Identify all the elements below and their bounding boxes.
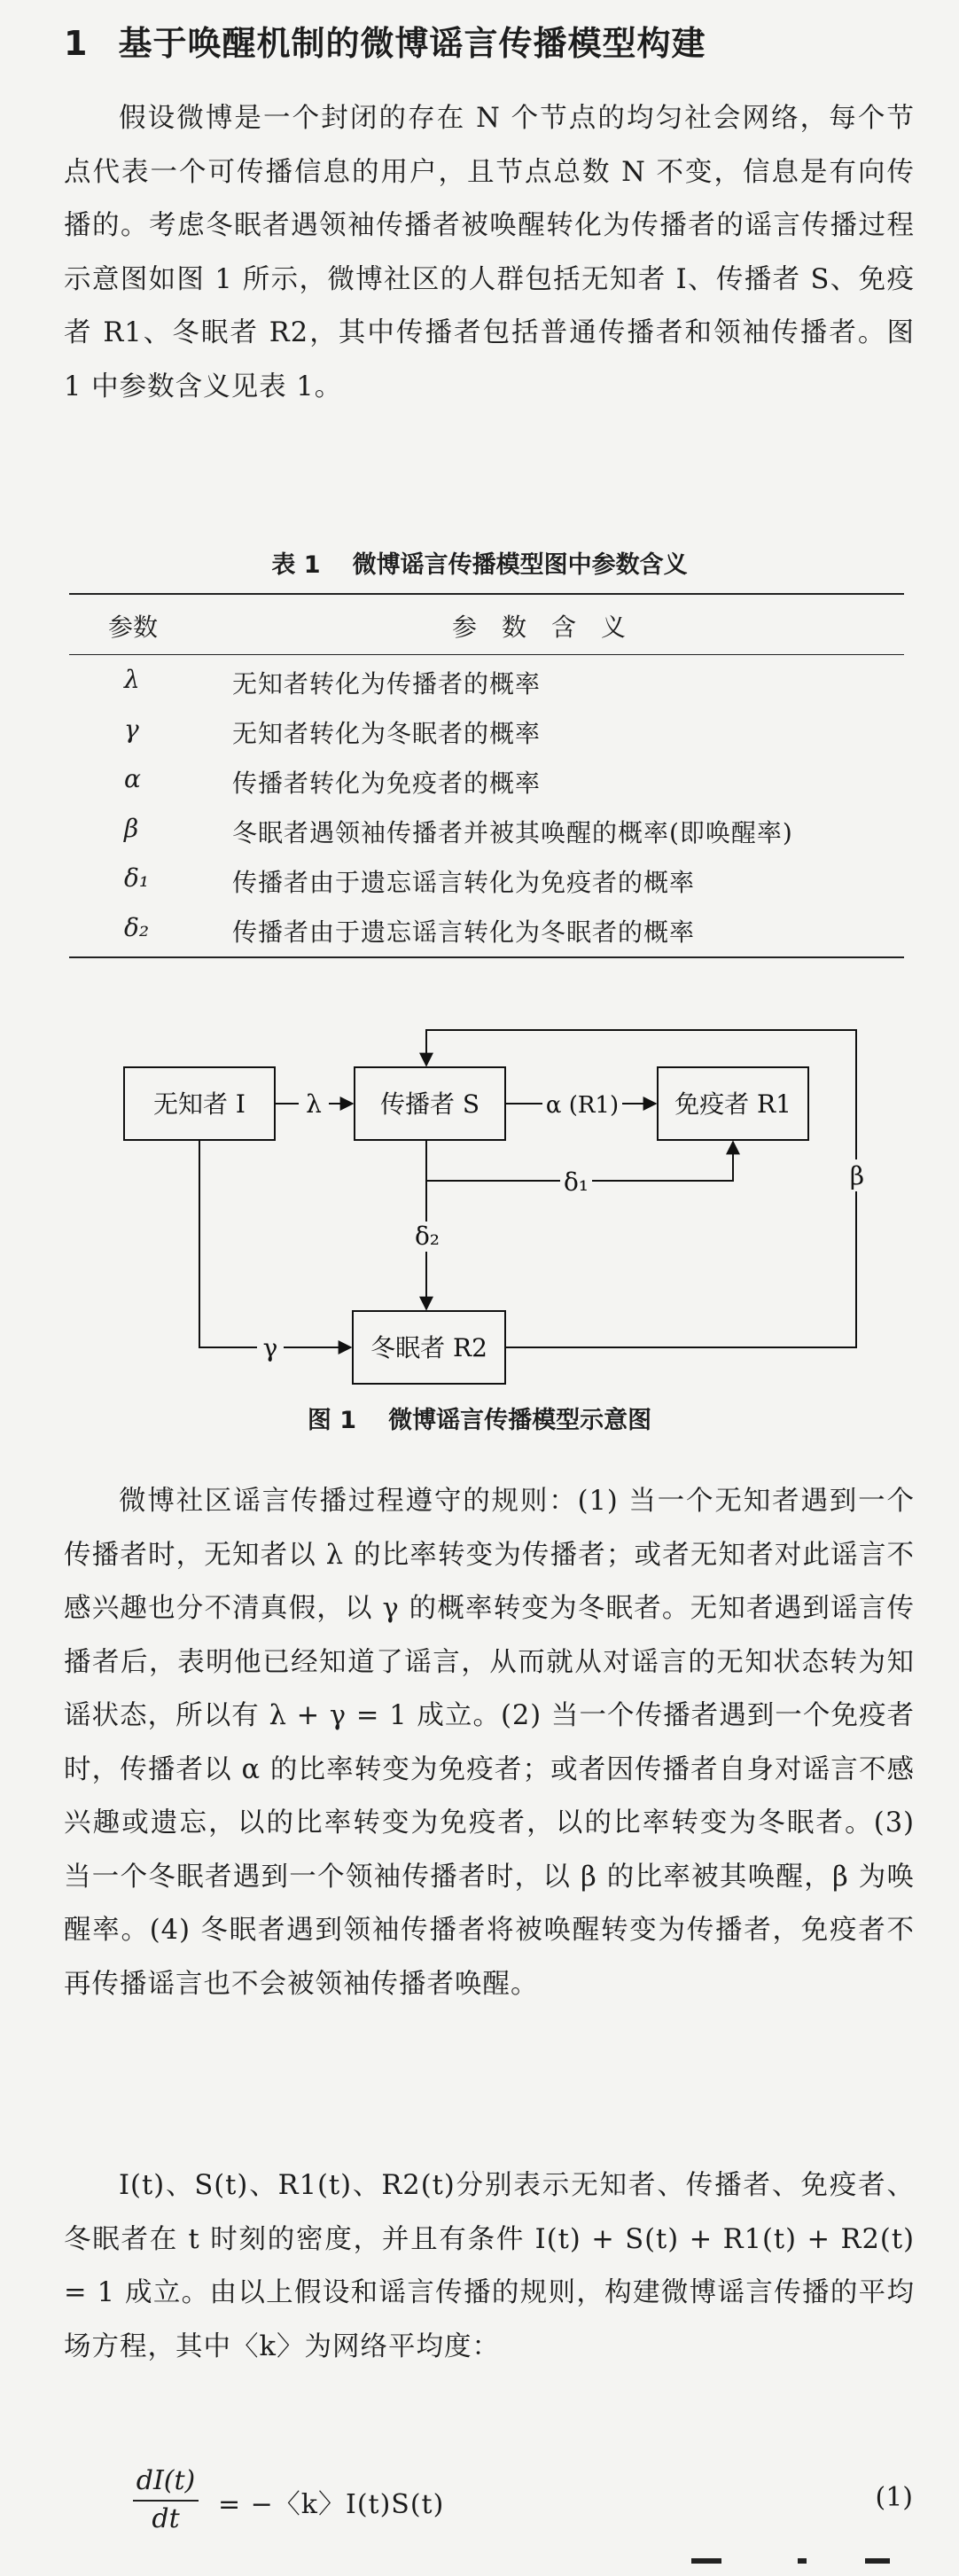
table-cell-description: 无知者转化为冬眠者的概率 [232, 719, 542, 748]
figure-caption [0, 1401, 959, 1435]
table-bottom-rule [69, 956, 904, 958]
paragraph-assumption: 假设微博是一个封闭的存在 N 个节点的均匀社会网络，每个节点代表一个可传播信息的用户，且节点总数 N 不变，信息是有向传播的。考虑冬眠者遇领袖传播者被唤醒转化为传播者的谣言传播过程示意图如图 1 所示，微博社区的人群包括无知者 I、传播者 S、免疫者 R1、冬眠者 R2，其中传播者包括普通传播者和领袖传播者。图 1 中参数含义见表 1。 [64, 103, 915, 402]
table-header-param: 参数 [108, 613, 159, 642]
table-header-row [0, 608, 959, 658]
figure-caption-text: 微博谣言传播模型示意图 [388, 1407, 652, 1434]
table-row [0, 764, 959, 814]
table-cell-symbol: β [124, 814, 139, 843]
table-cell-symbol: γ [124, 714, 139, 744]
table-row [0, 665, 959, 714]
equation-rhs: = −〈k〉I(t)S(t) [218, 2489, 445, 2520]
table-header-rule [69, 654, 904, 655]
paragraph-density: I(t)、S(t)、R1(t)、R2(t)分别表示无知者、传播者、免疫者、冬眠者在 t 时刻的密度，并且有条件 I(t) + S(t) + R1(t) + R2(t) = 1 成立。由以上假设和谣言传播的规则，构建微博谣言传播的平均场方程，其中〈k〉为网络平均度： [64, 2170, 915, 2362]
edge-label-delta2: δ₂ [414, 1222, 441, 1251]
table-row [0, 714, 959, 764]
equation-fraction [133, 2464, 199, 2537]
edge-beta [426, 1030, 856, 1347]
edge-gamma [199, 1140, 351, 1347]
equation-denominator: dt [152, 2503, 180, 2534]
equation-numerator: dI(t) [133, 2464, 199, 2502]
rumor-model-diagram [0, 1011, 959, 1409]
equation-number: (1) [875, 2482, 913, 2513]
node-label-spreader: 传播者 S [379, 1089, 480, 1119]
node-label-immune: 免疫者 R1 [674, 1089, 791, 1119]
table-caption-number: 表 1 [271, 551, 321, 579]
table-cell-description: 传播者转化为免疫者的概率 [232, 769, 542, 798]
table-row [0, 863, 959, 913]
table-cell-description: 传播者由于遗忘谣言转化为冬眠者的概率 [232, 917, 696, 947]
table-cell-description: 冬眠者遇领袖传播者并被其唤醒的概率(即唤醒率) [232, 818, 793, 847]
node-label-ignorant: 无知者 I [153, 1089, 246, 1119]
table-cell-description: 传播者由于遗忘谣言转化为免疫者的概率 [232, 868, 696, 897]
paragraph-rules: 微博社区谣言传播过程遵守的规则：(1) 当一个无知者遇到一个传播者时，无知者以 λ 的比率转变为传播者；或者无知者对此谣言不感兴趣也分不清真假，以 γ 的概率转变为冬眠者。无知者遇到谣言传播者后，表明他已经知道了谣言，从而就从对谣言的无知状态转为知谣状态，所以有 λ + γ = 1 成立。(2) 当一个传播者遇到一个免疫者时，传播者以 α 的比率转变为免疫者；或者因传播者自身对谣言不感兴趣或遗忘，以的比率转变为免疫者，以的比率转变为冬眠者。(3) 当一个冬眠者遇到一个领袖传播者时，以 β 的比率被其唤醒，β 为唤醒率。(4) 冬眠者遇到领袖传播者将被唤醒转变为传播者，免疫者不再传播谣言也不会被领袖传播者唤醒。 [64, 1486, 915, 2000]
table-top-rule [69, 593, 904, 595]
page-edge-marks [691, 2558, 904, 2565]
table-cell-symbol: λ [124, 665, 140, 694]
section-number: 1 [64, 24, 89, 63]
edge-label-beta: β [849, 1161, 865, 1190]
section-heading [64, 16, 706, 65]
node-label-dormant: 冬眠者 R2 [370, 1333, 487, 1362]
edge-label-alpha: α (R1) [545, 1092, 620, 1119]
table-cell-symbol: α [124, 764, 141, 793]
table-cell-description: 无知者转化为传播者的概率 [232, 669, 542, 699]
equation-1 [133, 2464, 913, 2553]
edge-label-gamma: γ [262, 1333, 278, 1362]
table-row [0, 913, 959, 963]
section-title: 基于唤醒机制的微博谣言传播模型构建 [118, 24, 706, 63]
table-cell-symbol: δ₂ [124, 913, 150, 942]
table-caption [0, 545, 959, 580]
table-cell-symbol: δ₁ [124, 863, 150, 893]
edge-label-lambda: λ [306, 1089, 322, 1119]
table-row [0, 814, 959, 863]
table-header-meaning: 参数含义 [452, 613, 651, 642]
figure-caption-number: 图 1 [307, 1407, 357, 1434]
edge-label-delta1: δ₁ [563, 1167, 589, 1197]
table-caption-text: 微博谣言传播模型图中参数含义 [352, 551, 688, 579]
